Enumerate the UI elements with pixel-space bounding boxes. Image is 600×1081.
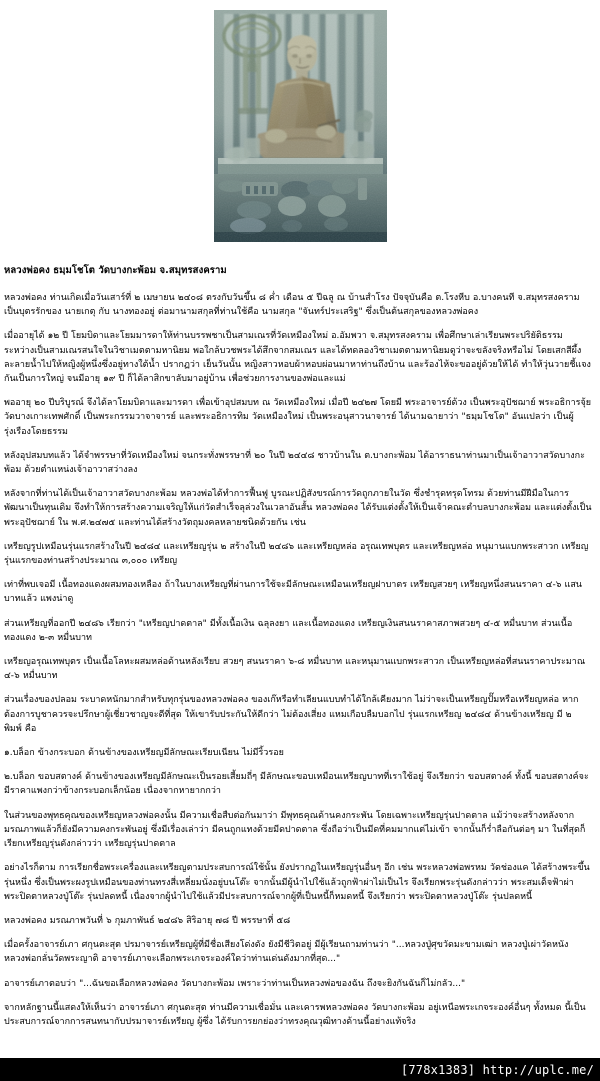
- paragraph: เหรียญอรุณเทพบุตร เป็นเนื้อโลหะผสมหล่อด้านหลังเรียบ สวยๆ สนนราคา ๖-๘ หมื่นบาท และหนุมานแบกพระสาวก เป็นเหรียญหล่อที่สนนราคาประมาณ ๔-๖ หมื่นบาท: [4, 657, 586, 682]
- article-body: [0, 264, 600, 1029]
- paragraph: หลังอุปสมบทแล้ว ได้จำพรรษาที่วัดเหมืองใหม่ จนกระทั่งพรรษาที่ ๒๐ ในปี ๒๔๔๘ ชาวบ้านใน ต.บางกะพ้อม ได้อาราธนาท่านมาเป็นเจ้าอาวาสวัดบางกะพ้อม ด้วยตำแหน่งเจ้าอาวาสว่างลง: [4, 450, 585, 476]
- paragraph: ส่วนเหรียญที่ออกปี ๒๔๘๖ เรียกว่า "เหรียญปาดตาล" มีทั้งเนื้อเงิน ฉลุลงยา และเนื้อทองแดง เหรียญเงินสนนราคาสภาพสวยๆ ๔-๕ หมื่นบาท ส่วนเนื้อทองแดง ๒-๓ หมื่นบาท: [4, 618, 573, 643]
- paragraph: ๑.บล็อก ข้างกระบอก ด้านข้างของเหรียญมีลักษณะเรียบเนียน ไม่มีริ้วรอย: [4, 748, 284, 759]
- paragraph: ๒.บล็อก ขอบสตางค์ ด้านข้างของเหรียญมีลักษณะเป็นรอยเสี้ยมถี่ๆ มีลักษณะขอบเหมือนเหรียญบาทที่เราใช้อยู่ จึงเรียกว่า ขอบสตางค์ ทั้งนี้ ขอบสตางค์จะมีราคาแพงกว่าข้างกระบอกเล็กน้อย เนื่องจากหายากกว่า: [4, 772, 589, 797]
- page-title: หลวงพ่อคง ธมฺมโชโต วัดบางกะพ้อม จ.สมุทรสงคราม: [4, 265, 227, 276]
- paragraph: จากหลักฐานนี้แสดงให้เห็นว่า อาจารย์เภา ศกุนตะสุต ท่านมีความเชื่อมั่น และเคารพหลวงพ่อคง วัดบางกะพ้อม อยู่เหนือพระเกจระองค์อื่นๆ ทั้งหมด นี้เป็นประสบการณ์จากการสนทนากับปรมาจารย์เหรียญ ผู้ซึ่ง ได้รับการยกย่องว่าทรงคุณวุฒิทางด้านนี้อย่างแท้จริง: [4, 1002, 586, 1027]
- monk-portrait-photo: [214, 10, 387, 242]
- paragraph: หลังจากที่ท่านได้เป็นเจ้าอาวาสวัดบางกะพ้อม หลวงพ่อได้ทำการฟื้นฟู บูรณะปฏิสังขรณ์การวัดถูกภายในวัด ซึ่งชำรุดทรุดโทรม ด้วยท่านมีฝีมือในการพัฒนาเป็นทุนเดิม จึงทำให้การสร้างความเจริญให้แก่วัดสำเร็จลุล่วงในเวลาอันสั้น หลวงพ่อคง ได้รับแต่งตั้งให้เป็นเจ้าคณะตำบลบางกะพ้อม และแต่งตั้งเป็น พระอุปัชฌาย์ ใน พ.ศ.๒๔๗๕ และท่านได้สร้างวัตถุมงคลหลายชนิดด้วยกัน เช่น: [4, 489, 592, 528]
- paragraph: หลวงพ่อคง ท่านเกิดเมื่อวันเสาร์ที่ ๒ เมษายน ๒๔๐๘ ตรงกับวันขึ้น ๘ ค่ำ เดือน ๕ ปีฉลู ณ บ้านสำโรง ปัจจุบันคือ ต.โรงหีบ อ.บางคนที จ.สมุทรสงคราม เป็นบุตรรักของ นายเกตุ กับ นางทองอยู่ ต่อมานามสกุลที่ท่านใช้คือ นามสกุล "จันทร์ประเสริฐ" ซึ่งเป็นต้นสกุลของหลวงพ่อคง: [4, 293, 580, 318]
- paragraph: พออายุ ๒๐ ปีบริบูรณ์ จึงได้ลาโยมบิดาและมารดา เพื่อเข้าอุปสมบท ณ วัดเหมืองใหม่ เมื่อปี ๒๔๒๗ โดยมี พระอาจารย์ด้วง เป็นพระอุปัชฌาย์ พระอธิการจุ้ย วัดบางเกาะเทพศักดิ์ เป็นพระกรรมวาจาจารย์ และพระอธิการทิม วัดเหมืองใหม่ เป็นพระอนุสาวนาจารย์ ได้นามฉายาว่า "ธมฺมโชโต" อันแปลว่า เป็นผู้รุ่งเรืองโดยธรรม: [4, 398, 592, 437]
- watermark-text[interactable]: [778x1383] http://uplc.me/: [400, 1062, 594, 1077]
- paragraph: ส่วนเรื่องของปลอม ระบาดหนักมากสำหรับทุกรุ่นของหลวงพ่อคง ของเก๊หรือทำเลียนแบบทำได้ใกล้เคียงมาก ไม่ว่าจะเป็นเหรียญปั๊มหรือเหรียญหล่อ หากต้องการบูชาควรจะปรึกษาผู้เชี่ยวชาญจะดีที่สุด ให้เขารับประกันให้ดีกว่า ไม่ต้องเสี่ยง แหมเกือบลืมบอกไป รุ่นแรกเหรียญ ๒๔๘๔ ด้านข้างเหรียญ มี ๒ พิมพ์ คือ: [4, 695, 579, 734]
- paragraph: เท่าที่พบเจอมี เนื้อทองแดงผสมทองเหลือง ถ้าในบางเหรียญที่ผ่านการใช้จะมีลักษณะเหมือนเหรียญฝาบาตร เหรียญสวยๆ เหรียญหนึ่งสนนราคา ๔-๖ แสนบาทแล้ว แพงน่าดู: [4, 580, 582, 605]
- footer-watermark-bar: [0, 1058, 600, 1081]
- monk-portrait-illustration: [214, 10, 387, 242]
- paragraph: อาจารย์เภาตอบว่า "...ฉันขอเลือกหลวงพ่อคง วัดบางกะพ้อม เพราะว่าท่านเป็นหลวงพ่อของฉัน ถึงจะยิงกันฉันก็ไม่กลัว...": [4, 978, 466, 989]
- photo-container: [0, 0, 600, 242]
- paragraph: เมื่อครั้งอาจารย์เภา ศกุนตะสุต ปรมาจารย์เหรียญผู้ที่มีชื่อเสียงโด่งดัง ยังมีชีวิตอยู่ มีผู้เรียนถามท่านว่า "...หลวงปู่ศุขวัดมะขามเฒ่า หลวงปู่เผ่าวัดหนัง หลวงพ่อกลั่นวัดพระญาติ อาจารย์เภาจะเลือกพระเกจระองค์ใดว่าท่านเด่นดังมากที่สุด...": [4, 940, 569, 965]
- paragraph: หลวงพ่อคง มรณภาพวันที่ ๖ กุมภาพันธ์ ๒๔๘๖ สิริอายุ ๗๘ ปี พรรษาที่ ๕๘: [4, 915, 291, 926]
- paragraph: เมื่ออายุได้ ๑๒ ปี โยมบิดาและโยมมารดาให้ท่านบรรพชาเป็นสามเณรที่วัดเหมืองใหม่ อ.อัมพวา จ.สมุทรสงคราม เพื่อศึกษาเล่าเรียนพระปริยัติธรรม ระหว่างเป็นสามเณรสนใจในวิชาเมตตามหานิยม พอใกล้บวชพระได้สึกจากสมเณร และได้ทดลองวิชาเมตตามหานิยมดูว่าจะขลังจริงหรือไม่ โดยเสกสีผึ้งละลายน้ำไปให้หญิงผู้หนึ่งซึ่งอยู่ทางใต้น้ำ ปรากฏว่า เย็นวันนั้น หญิงสาวหอบผ้าหอบผ่อนมาหาท่านถึงบ้าน และร้องไห้จะขออยู่ด้วยให้ได้ ทำให้วุ่นวายชี้แจงกันเป็นการใหญ่ จนมีอายุ ๑๙ ปี ก็ได้ลาสิกขาลับมาอยู่บ้าน เพื่อช่วยการงานของพ่อและแม่: [4, 331, 591, 385]
- paragraph: ในส่วนของพุทธคุณของเหรียญหลวงพ่อคงนั้น มีความเชื่อสืบต่อกันมาว่า มีพุทธคุณด้านคงกระพัน โดยเฉพาะเหรียญรุ่นปาดตาล แม้ว่าจะสร้างหลังจากมรณภาพแล้วก็ยังมีความคงกระพันอยู่ ซึ่งมีเรื่องเล่าว่า มีคนถูกแทงด้วยมีดปาดตาล ซึ่งถือว่าเป็นมีดที่คมมากแต่ไม่เข้า จากนั้นก็ร่ำลือกันต่อๆ มา ในที่สุดก็เรียกเหรียญรุ่นดังกล่าวว่า เหรียญรุ่นปาดตาล: [4, 810, 586, 850]
- paragraph: อย่างไรก็ตาม การเรียกชื่อพระเครื่องและเหรียญตามประสบการณ์ใช้นั้น ยังปรากฏในเหรียญรุ่นอื่นๆ อีก เช่น พระหลวงพ่อพรหม วัดช่องแค ได้สร้างพระขึ้นรุ่นหนึ่ง ซึ่งเป็นพระผงรูปเหมือนของท่านทรงสี่เหลี่ยมนั่งอยู่บนโต๊ะ จากนั้นมีผู้นำไปใช้แล้วถูกฟ้าผ่าไม่เป็นไร จึงเรียกพระรุ่นดังกล่าวว่า พระสมเด็จฟ้าผ่า พระปิดตาหลวงปู่โต๊ะ รุ่นปลดหนี้ เนื่องจากผู้นำไปใช้แล้วมีประสบการณ์จากผู้ที่เป็นหนี้ก็หมดหนี้ จึงเรียกว่า พระปิดตาหลวงปู่โต๊ะ รุ่นปลดหนี้: [4, 863, 590, 902]
- paragraph: เหรียญรูปเหมือนรุ่นแรกสร้างในปี ๒๔๘๔ และเหรียญรุ่น ๒ สร้างในปี ๒๔๘๖ และเหรียญหล่อ อรุณเทพบุตร และเหรียญหล่อ หนุมานแบกพระสาวก เหรียญรุ่นแรกของท่านสร้างประมาณ ๓,๐๐๐ เหรียญ: [4, 541, 589, 567]
